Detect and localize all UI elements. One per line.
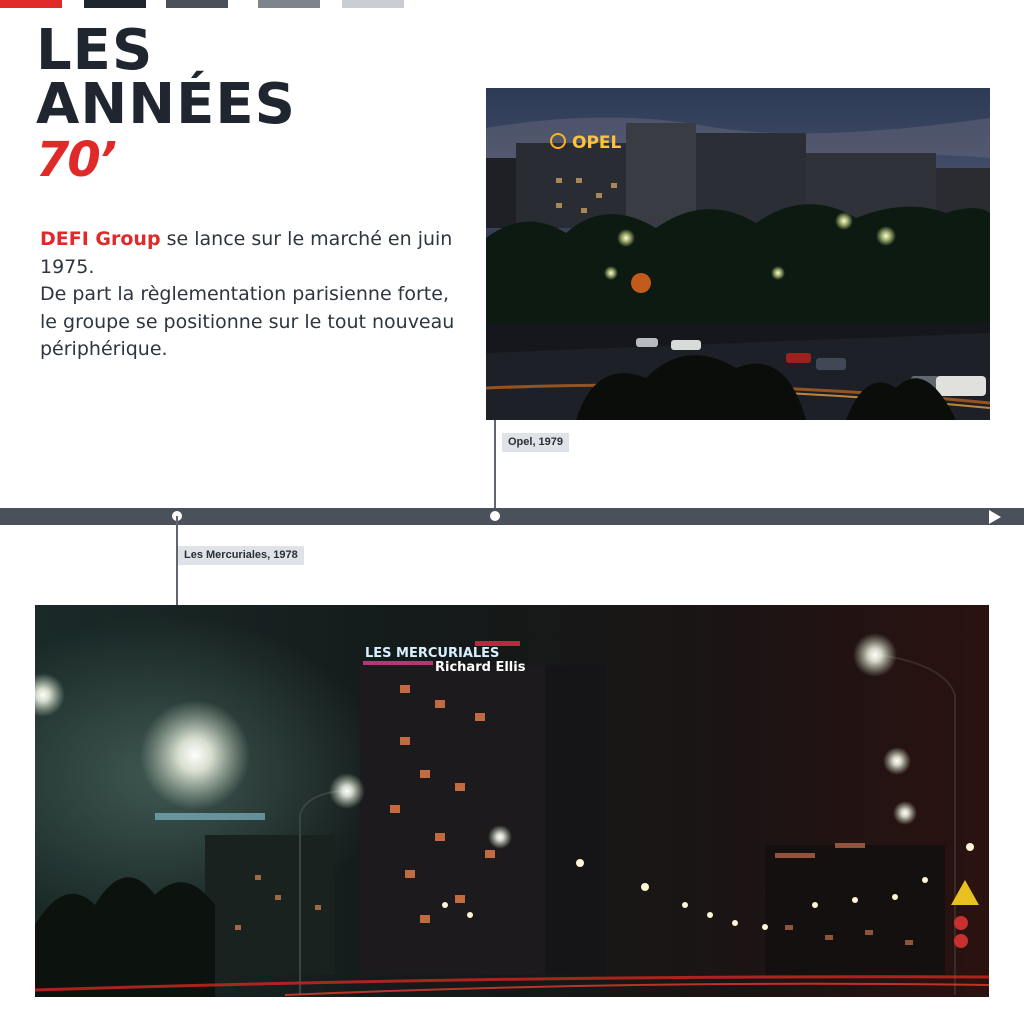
opel-sign: OPEL <box>572 133 622 153</box>
top-bar-grey <box>258 0 320 8</box>
title-line-les: LES <box>36 18 154 83</box>
photo-opel <box>486 88 990 420</box>
intro-line-1 <box>40 226 470 281</box>
photo-mercuriales <box>35 605 989 997</box>
mercuriales-sign-top: LES MERCURIALES <box>365 646 500 661</box>
brand-name: DEFI Group <box>40 228 161 250</box>
top-bar-navy <box>84 0 146 8</box>
photo-opel-illustration <box>486 88 990 420</box>
intro-line-1-text: se lance sur le marché en juin 1975. <box>40 228 453 278</box>
caption-opel: Opel, 1979 <box>502 433 569 452</box>
timeline-bar <box>0 508 1024 525</box>
caption-mercuriales: Les Mercuriales, 1978 <box>178 546 304 565</box>
mercuriales-sign-bottom: Richard Ellis <box>435 660 526 675</box>
top-bar-red <box>0 0 62 8</box>
top-bar-slate <box>166 0 228 8</box>
timeline-arrow-icon[interactable] <box>989 510 1001 524</box>
timeline-marker-1979[interactable] <box>488 509 502 523</box>
top-bar-light-grey <box>342 0 404 8</box>
page-title <box>36 18 296 188</box>
intro-line-2: De part la règlementation parisienne forte, le groupe se positionne sur le tout nouveau périphérique. <box>40 283 455 360</box>
title-line-annees: ANNÉES <box>36 72 296 137</box>
photo-mercuriales-illustration <box>35 605 989 997</box>
title-decade: 70’ <box>36 132 116 188</box>
intro-paragraph <box>40 226 470 364</box>
opel-connector-line <box>494 420 496 516</box>
